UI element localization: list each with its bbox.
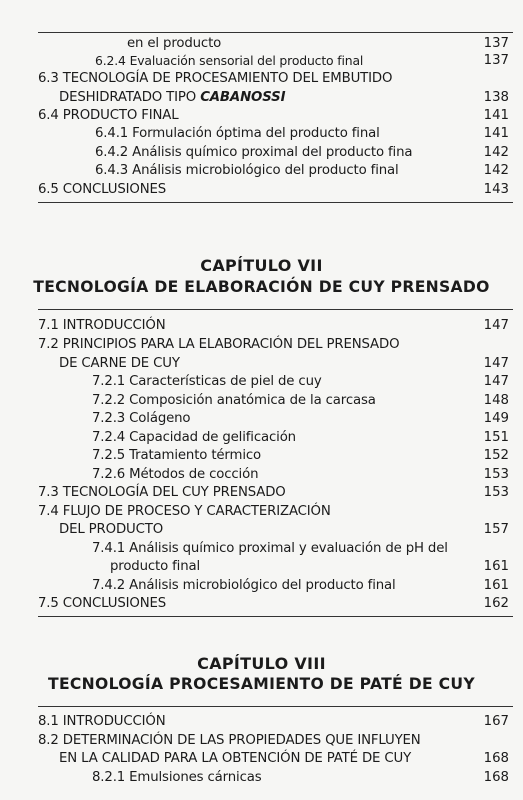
toc-entry-page: 137 — [483, 36, 509, 51]
toc-entry — [0, 521, 523, 539]
toc-entry-page: 161 — [483, 578, 509, 593]
toc-entry-page: 149 — [483, 411, 509, 426]
toc-entry-page: 141 — [483, 108, 509, 123]
toc-entry-page: 157 — [483, 522, 509, 537]
toc-entry-text: 7.2.5 Tratamiento térmico — [92, 448, 262, 463]
toc-entry — [0, 35, 523, 53]
toc-entry-page: 142 — [483, 163, 509, 178]
toc-entry — [0, 713, 523, 731]
section-rule — [38, 202, 513, 203]
toc-entry-text: DE CARNE DE CUY — [59, 356, 180, 371]
chapter-heading: CAPÍTULO VIII — [197, 654, 326, 673]
toc-entry — [0, 750, 523, 768]
toc-entry — [0, 162, 523, 180]
toc-entry-text: 8.2.1 Emulsiones cárnicas — [92, 770, 262, 785]
toc-entry-text: 6.4.1 Formulación óptima del producto final — [95, 126, 380, 141]
toc-entry-text: 7.2.2 Composición anatómica de la carcasa — [92, 393, 376, 408]
toc-entry — [0, 89, 523, 107]
toc-entry-text: en el producto — [127, 36, 222, 51]
toc-entry — [0, 125, 523, 143]
toc-entry — [0, 181, 523, 199]
toc-entry-text: 6.4 PRODUCTO FINAL — [38, 108, 179, 123]
chapter-rule — [38, 706, 513, 707]
toc-entry-text: DEL PRODUCTO — [59, 522, 164, 537]
toc-entry-text: 6.2.4 Evaluación sensorial del producto final — [95, 53, 364, 68]
toc-entry-text-plain: DESHIDRATADO TIPO — [59, 90, 201, 105]
toc-entry — [0, 392, 523, 410]
toc-entry-text: producto final — [110, 559, 201, 574]
toc-entry-page: 168 — [483, 770, 509, 785]
toc-entry-page: 143 — [483, 182, 509, 197]
toc-entry-page: 138 — [483, 90, 509, 105]
toc-entry-page: 142 — [483, 145, 509, 160]
toc-entry-page: 153 — [483, 467, 509, 482]
toc-entry — [0, 107, 523, 125]
toc-entry — [0, 317, 523, 335]
toc-entry-text: 7.3 TECNOLOGÍA DEL CUY PRENSADO — [38, 485, 286, 500]
toc-entry-page: 137 — [483, 53, 509, 68]
toc-entry-text: 7.2.3 Colágeno — [92, 411, 191, 426]
toc-entry-text — [59, 89, 285, 107]
toc-entry-page: 147 — [483, 318, 509, 333]
toc-entry-text: 7.2.1 Características de piel de cuy — [92, 374, 322, 389]
toc-entry — [0, 595, 523, 613]
top-rule — [38, 32, 513, 33]
toc-entry-page: 147 — [483, 356, 509, 371]
toc-entry — [0, 558, 523, 576]
toc-entry-text: 6.4.2 Análisis químico proximal del producto fina — [95, 145, 413, 160]
toc-entry — [0, 410, 523, 428]
toc-entry-text: 7.2.6 Métodos de cocción — [92, 467, 259, 482]
toc-entry-text: 7.1 INTRODUCCIÓN — [38, 318, 166, 333]
toc-entry — [0, 373, 523, 391]
toc-entry — [0, 355, 523, 373]
toc-entry-text: 8.2 DETERMINACIÓN DE LAS PROPIEDADES QUE INFLUYEN — [38, 733, 421, 748]
chapter-title: TECNOLOGÍA DE ELABORACIÓN DE CUY PRENSADO — [33, 278, 490, 296]
toc-entry-page: 148 — [483, 393, 509, 408]
toc-entry — [0, 503, 523, 521]
toc-entry-page: 153 — [483, 485, 509, 500]
toc-entry-text: 7.4 FLUJO DE PROCESO Y CARACTERIZACIÓN — [38, 504, 331, 519]
toc-entry-page: 151 — [483, 430, 509, 445]
toc-entry — [0, 336, 523, 354]
chapter-title: TECNOLOGÍA PROCESAMIENTO DE PATÉ DE CUY — [48, 675, 475, 693]
toc-entry — [0, 144, 523, 162]
toc-entry — [0, 577, 523, 595]
toc-entry-text: 7.4.1 Análisis químico proximal y evaluación de pH del — [92, 541, 448, 556]
toc-entry-page: 141 — [483, 126, 509, 141]
chapter-rule — [38, 309, 513, 310]
toc-entry-text: 8.1 INTRODUCCIÓN — [38, 714, 166, 729]
toc-entry-text: 7.4.2 Análisis microbiológico del producto final — [92, 578, 396, 593]
chapter-heading: CAPÍTULO VII — [200, 256, 323, 275]
toc-entry-page: 152 — [483, 448, 509, 463]
toc-entry-text: 6.5 CONCLUSIONES — [38, 182, 167, 197]
toc-entry-text: EN LA CALIDAD PARA LA OBTENCIÓN DE PATÉ DE CUY — [59, 751, 412, 766]
toc-entry — [0, 769, 523, 787]
toc-entry-page: 167 — [483, 714, 509, 729]
toc-entry-page: 147 — [483, 374, 509, 389]
toc-entry-page: 162 — [483, 596, 509, 611]
toc-entry — [0, 732, 523, 750]
toc-entry — [0, 540, 523, 558]
toc-entry — [0, 52, 523, 70]
toc-entry-text: 7.2 PRINCIPIOS PARA LA ELABORACIÓN DEL PRENSADO — [38, 337, 400, 352]
toc-entry-text: 6.3 TECNOLOGÍA DE PROCESAMIENTO DEL EMBUTIDO — [38, 71, 393, 86]
toc-entry-text: 6.4.3 Análisis microbiológico del producto final — [95, 163, 399, 178]
toc-entry-page: 168 — [483, 751, 509, 766]
toc-entry-page: 161 — [483, 559, 509, 574]
toc-entry-text: 7.5 CONCLUSIONES — [38, 596, 167, 611]
toc-entry — [0, 70, 523, 88]
toc-entry — [0, 429, 523, 447]
toc-entry-text: 7.2.4 Capacidad de gelificación — [92, 430, 296, 445]
toc-entry — [0, 447, 523, 465]
toc-entry — [0, 466, 523, 484]
toc-entry-text-emphasis: CABANOSSI — [200, 90, 286, 105]
section-rule — [38, 616, 513, 617]
toc-entry — [0, 484, 523, 502]
